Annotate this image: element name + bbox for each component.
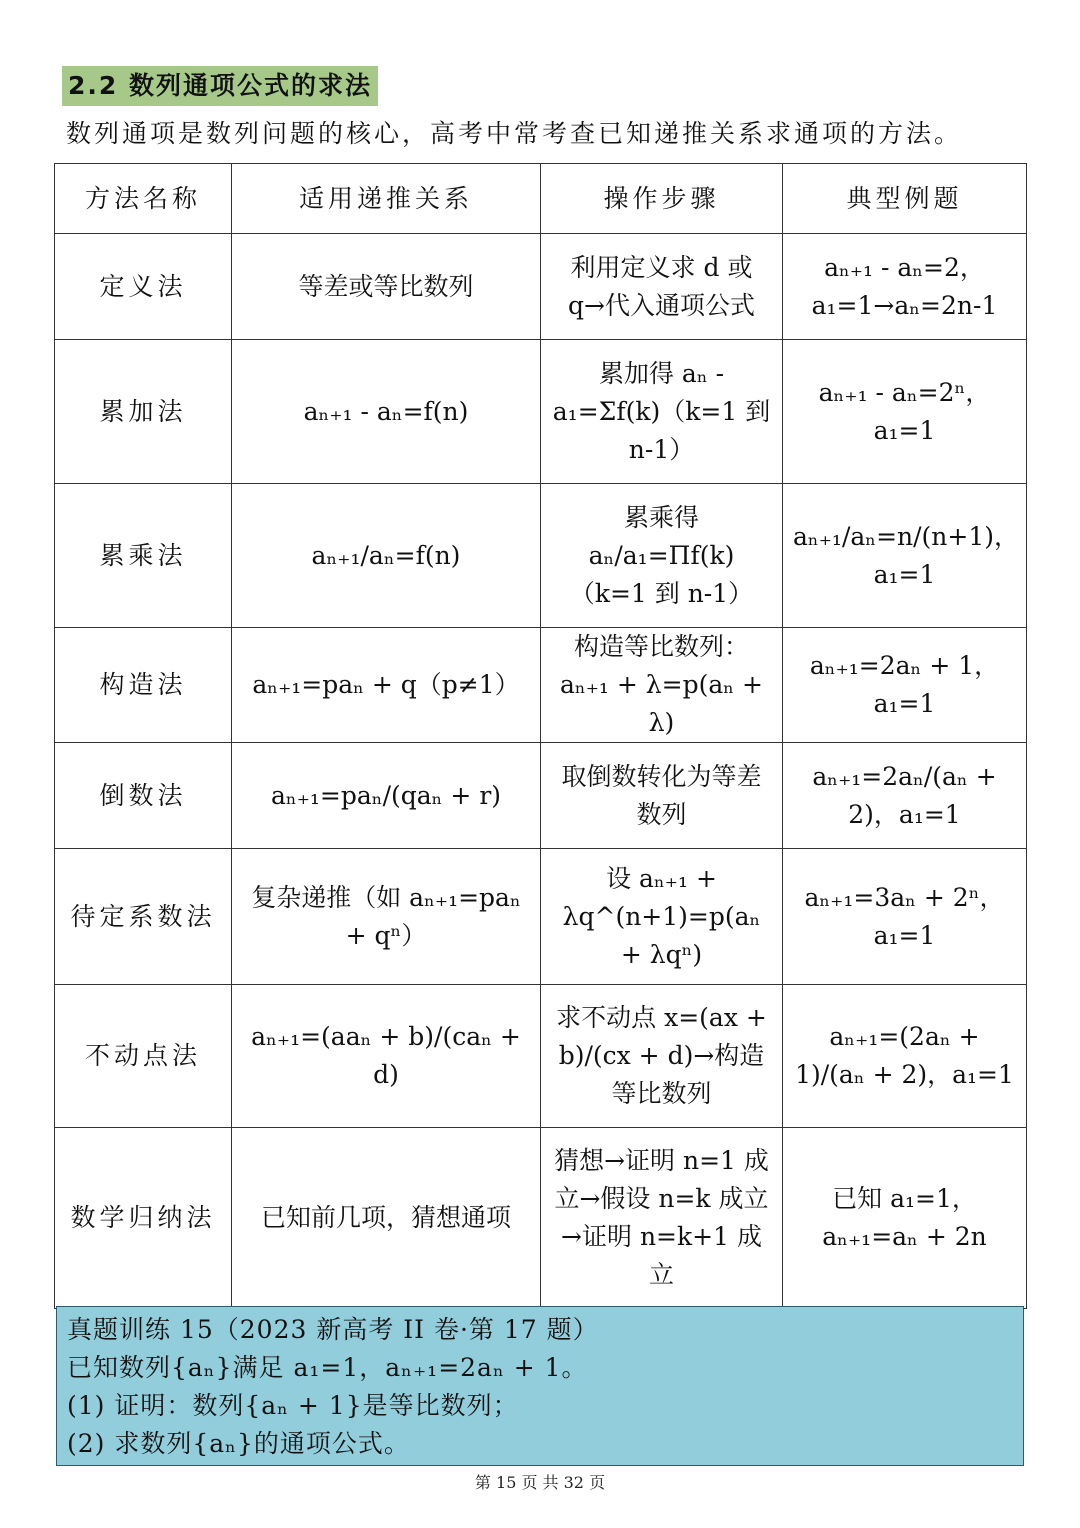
header-relation: 适用递推关系: [232, 164, 541, 234]
exercise-box: [56, 1306, 1024, 1466]
method-name: 倒数法: [55, 743, 232, 849]
method-relation: aₙ₊₁=paₙ + q（p≠1）: [232, 628, 541, 743]
method-relation: aₙ₊₁=paₙ/(qaₙ + r): [232, 743, 541, 849]
method-relation: aₙ₊₁ - aₙ=f(n): [232, 340, 541, 484]
method-name: 数学归纳法: [55, 1128, 232, 1309]
method-steps: 累加得 aₙ - a₁=Σf(k)（k=1 到 n-1）: [541, 340, 783, 484]
method-example: aₙ₊₁=(2aₙ + 1)/(aₙ + 2)，a₁=1: [783, 985, 1027, 1128]
table-row: [55, 340, 1027, 484]
methods-table: [54, 163, 1027, 1309]
method-name: 累乘法: [55, 484, 232, 628]
method-relation: 复杂递推（如 aₙ₊₁=paₙ + qⁿ）: [232, 849, 541, 985]
method-example: aₙ₊₁ - aₙ=2ⁿ，a₁=1: [783, 340, 1027, 484]
method-example: aₙ₊₁=2aₙ + 1，a₁=1: [783, 628, 1027, 743]
method-relation: 等差或等比数列: [232, 234, 541, 340]
method-name: 不动点法: [55, 985, 232, 1128]
table-row: [55, 1128, 1027, 1309]
method-relation: 已知前几项，猜想通项: [232, 1128, 541, 1309]
method-example: aₙ₊₁=2aₙ/(aₙ + 2)，a₁=1: [783, 743, 1027, 849]
method-steps: 猜想→证明 n=1 成立→假设 n=k 成立→证明 n=k+1 成立: [541, 1128, 783, 1309]
table-row: [55, 985, 1027, 1128]
table-header-row: [55, 164, 1027, 234]
header-steps: 操作步骤: [541, 164, 783, 234]
method-relation: aₙ₊₁/aₙ=f(n): [232, 484, 541, 628]
exercise-part-1: (1) 证明：数列{aₙ + 1}是等比数列；: [67, 1391, 519, 1420]
method-name: 定义法: [55, 234, 232, 340]
method-steps: 累乘得 aₙ/a₁=Πf(k)（k=1 到 n-1）: [541, 484, 783, 628]
method-steps: 设 aₙ₊₁ + λq^(n+1)=p(aₙ + λqⁿ): [541, 849, 783, 985]
header-method-name: 方法名称: [55, 164, 232, 234]
method-steps: 求不动点 x=(ax + b)/(cx + d)→构造等比数列: [541, 985, 783, 1128]
exercise-title: 真题训练 15（2023 新高考 II 卷·第 17 题）: [67, 1315, 599, 1344]
method-steps: 取倒数转化为等差数列: [541, 743, 783, 849]
method-name: 待定系数法: [55, 849, 232, 985]
exercise-part-2: (2) 求数列{aₙ}的通项公式。: [67, 1429, 410, 1458]
table-row: [55, 743, 1027, 849]
page-number: 第 15 页 共 32 页: [474, 1473, 606, 1492]
header-example: 典型例题: [783, 164, 1027, 234]
section-title: 2.2 数列通项公式的求法: [62, 66, 378, 106]
method-example: aₙ₊₁=3aₙ + 2ⁿ，a₁=1: [783, 849, 1027, 985]
table-row: [55, 484, 1027, 628]
method-name: 构造法: [55, 628, 232, 743]
table-row: [55, 849, 1027, 985]
table-row: [55, 234, 1027, 340]
table-row: [55, 628, 1027, 743]
method-example: 已知 a₁=1，aₙ₊₁=aₙ + 2n: [783, 1128, 1027, 1309]
intro-text: 数列通项是数列问题的核心，高考中常考查已知递推关系求通项的方法。: [66, 119, 963, 148]
method-example: aₙ₊₁/aₙ=n/(n+1)，a₁=1: [783, 484, 1027, 628]
method-relation: aₙ₊₁=(aaₙ + b)/(caₙ + d): [232, 985, 541, 1128]
method-name: 累加法: [55, 340, 232, 484]
method-steps: 构造等比数列：aₙ₊₁ + λ=p(aₙ + λ): [541, 628, 783, 743]
method-example: aₙ₊₁ - aₙ=2，a₁=1→aₙ=2n-1: [783, 234, 1027, 340]
method-steps: 利用定义求 d 或 q→代入通项公式: [541, 234, 783, 340]
exercise-statement: 已知数列{aₙ}满足 a₁=1，aₙ₊₁=2aₙ + 1。: [67, 1353, 588, 1382]
